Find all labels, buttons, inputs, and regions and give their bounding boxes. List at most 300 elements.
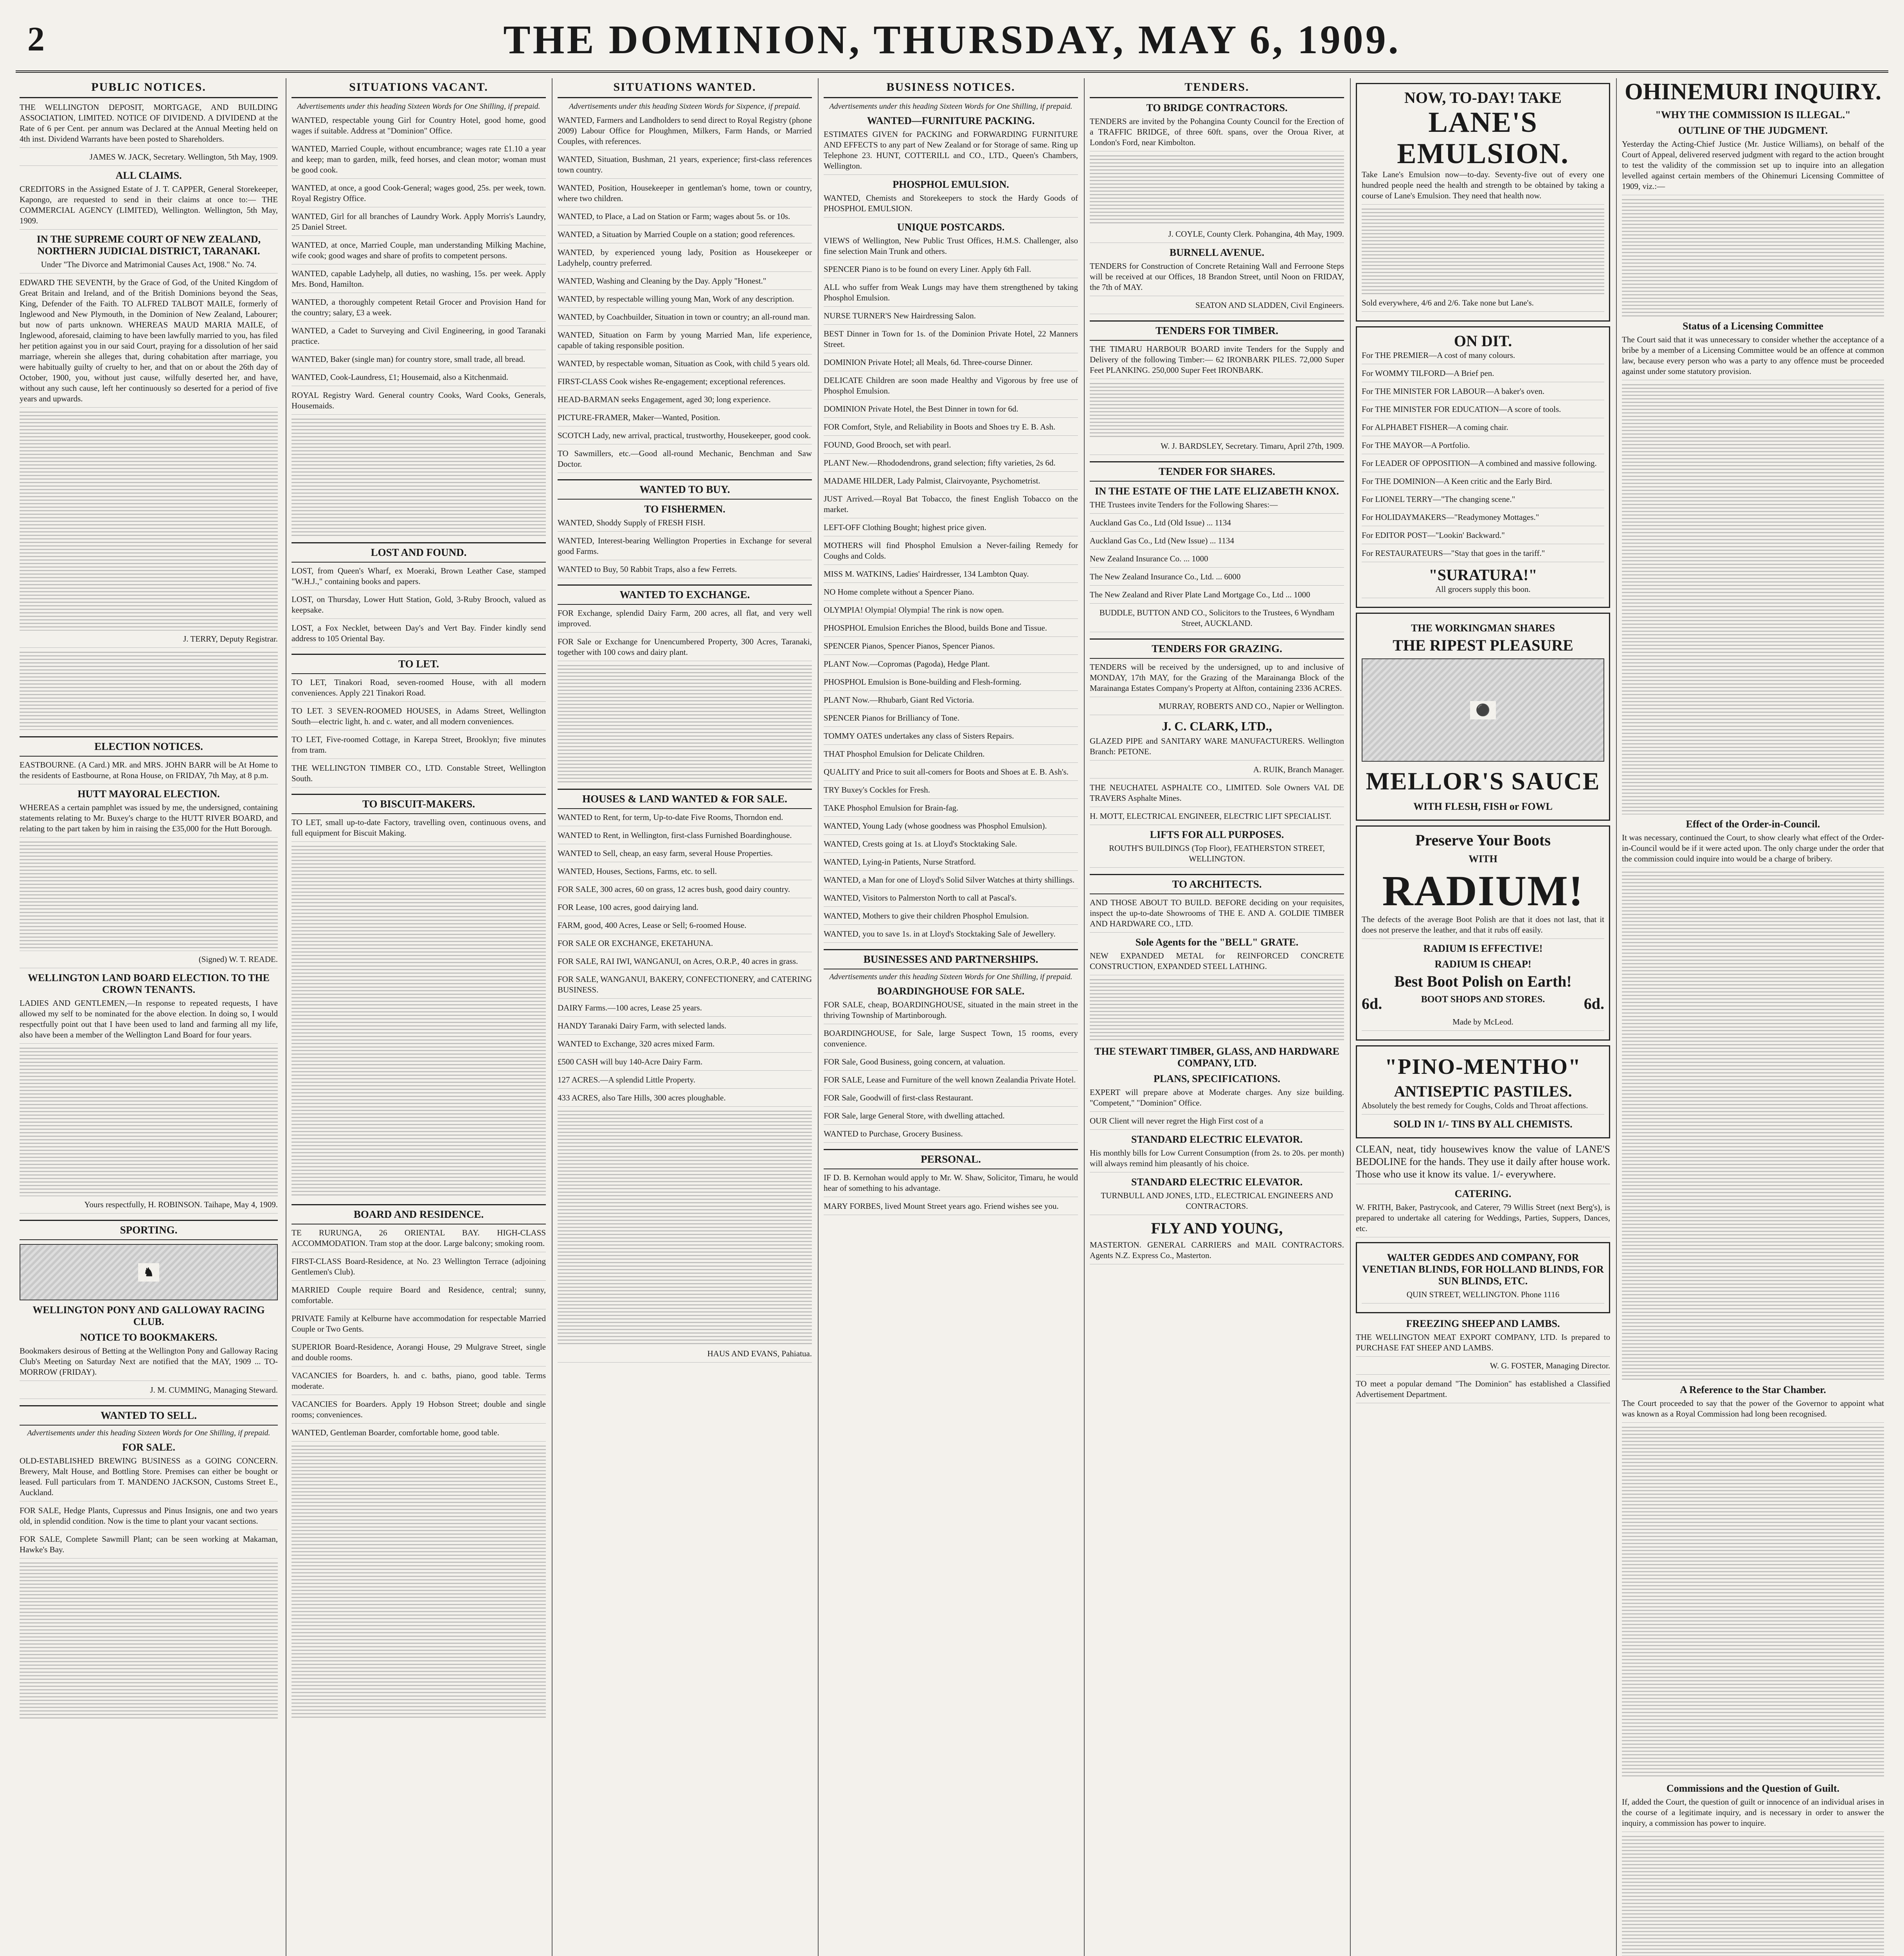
on-dit-item: For THE PREMIER—A cost of many colours.	[1362, 350, 1604, 364]
board-ad: VACANCIES for Boarders. Apply 19 Hobson Street; double and single rooms; conveniences.	[292, 1399, 546, 1424]
geddes-address: QUIN STREET, WELLINGTON. Phone 1116	[1362, 1289, 1604, 1303]
lost-ad: LOST, on Thursday, Lower Hutt Station, Gold, 3-Ruby Brooch, valued as keepsake.	[292, 594, 546, 619]
lost-ad: LOST, a Fox Necklet, between Day's and Vert Bay. Finder kindly send address to 105 Oriental Bay.	[292, 623, 546, 647]
classified-ad: WANTED, to Place, a Lad on Station or Farm; wages about 5s. or 10s.	[558, 211, 812, 225]
business-ad: DELICATE Children are soon made Healthy and Vigorous by free use of Phosphol Emulsion.	[824, 375, 1078, 400]
body-text-block	[20, 652, 278, 730]
section-heading: SITUATIONS VACANT.	[292, 78, 546, 98]
classified-notice: TO meet a popular demand "The Dominion" has established a Classified Advertisement Department.	[1356, 1379, 1610, 1403]
on-dit-item: For EDITOR POST—"Lookin' Backward."	[1362, 530, 1604, 544]
radium-cheap: RADIUM IS CHEAP!	[1434, 958, 1531, 970]
on-dit-item: For THE MINISTER FOR LABOUR—A baker's oven.	[1362, 386, 1604, 400]
elevator-heading: STANDARD ELECTRIC ELEVATOR.	[1131, 1134, 1303, 1145]
catering-ad: W. FRITH, Baker, Pastrycook, and Caterer, 79 Willis Street (next Berg's), is prepared to undertake all catering for Weddings, Parties, Suppers, Dances, etc.	[1356, 1202, 1610, 1237]
dividend-notice: THE WELLINGTON DEPOSIT, MORTGAGE, AND BUILDING ASSOCIATION, LIMITED. NOTICE OF DIVIDEND. A DIVIDEND at the Rate of 6 per Cent. per annum was Declared at the Annual Meeting held on 4th inst. Dividend Warrants have been posted to Shareholders.	[20, 102, 278, 148]
creditors-notice: CREDITORS in the Assigned Estate of J. T. CAPPER, General Storekeeper, Kapongo, are requested to send in their claims at once to:— THE COMMERCIAL AGENCY (LIMITED), Wellington. Wellington, 5th May, 1909.	[20, 184, 278, 230]
suratura-note: All grocers supply this boon.	[1362, 584, 1604, 598]
classified-ad: WANTED, Situation, Bushman, 21 years, experience; first-class references town country.	[558, 154, 812, 179]
newspaper-page	[16, 12, 1888, 1956]
radium-top: Preserve Your Boots	[1415, 831, 1551, 849]
column-ohinemuri-inquiry	[1622, 78, 1884, 1956]
boarding-heading: BOARDINGHOUSE FOR SALE.	[877, 985, 1025, 997]
classified-ad: WANTED, Farmers and Landholders to send direct to Royal Registry (phone 2009) Labour Office for Ploughmen, Milkers, Farm Hands, or Married Couples, with references.	[558, 115, 812, 150]
classified-ad: WANTED, Cook-Laundress, £1; Housemaid, also a Kitchenmaid.	[292, 372, 546, 386]
article-paragraph: The Court said that it was unnecessary to consider whether the acceptance of a bribe by a member of a Licensing Committee would be an offence at common law, because every person who was a party to any offence must be proceeded against under some statutory provision.	[1622, 334, 1884, 380]
geddes-title: WALTER GEDDES AND COMPANY, FOR VENETIAN BLINDS, FOR HOLLAND BLINDS, FOR SUN BLINDS, ETC.	[1362, 1252, 1604, 1287]
houses-ad: FOR SALE OR EXCHANGE, EKETAHUNA.	[558, 938, 812, 952]
business-ad: WANTED, Crests going at 1s. at Lloyd's Stocktaking Sale.	[824, 839, 1078, 853]
turnbull-title: TURNBULL AND JONES, LTD., ELECTRICAL ENGINEERS AND CONTRACTORS.	[1090, 1190, 1344, 1215]
sauce-bottle-illustration	[1362, 658, 1604, 762]
houses-ad: FARM, good, 400 Acres, Lease or Sell; 6-roomed House.	[558, 920, 812, 934]
architects-ad: AND THOSE ABOUT TO BUILD. BEFORE deciding on your requisites, inspect the up-to-date Showrooms of THE E. AND A. GOLDIE TIMBER AND HARDWARE CO., LTD.	[1090, 897, 1344, 933]
business-ad: PLANT New.—Rhododendrons, grand selection; fifty varieties, 2s 6d.	[824, 458, 1078, 472]
section-note: Advertisements under this heading Sixteen Words for One Shilling, if prepaid.	[829, 973, 1073, 981]
board-ad: WANTED, Gentleman Boarder, comfortable home, good table.	[292, 1427, 546, 1442]
hutt-text: WHEREAS a certain pamphlet was issued by me, the undersigned, containing statements relating to Mr. Buxey's charge to the HUTT RIVER BOARD, and relating to the part taken by him in raising the £35,000 for the Hutt Borough.	[20, 802, 278, 838]
body-text-block	[20, 1562, 278, 1719]
column-situations-vacant	[292, 78, 546, 1956]
lifts-address: ROUTH'S BUILDINGS (Top Floor), FEATHERSTON STREET, WELLINGTON.	[1090, 843, 1344, 868]
article-section-heading: A Reference to the Star Chamber.	[1680, 1384, 1826, 1395]
radium-best: Best Boot Polish on Earth!	[1394, 973, 1572, 990]
on-dit-item: For ALPHABET FISHER—A coming chair.	[1362, 422, 1604, 436]
business-ad: MADAME HILDER, Lady Palmist, Clairvoyante, Psychometrist.	[824, 476, 1078, 490]
article-headline: OHINEMURI INQUIRY.	[1625, 79, 1881, 104]
sawmill-ad: FOR SALE, Complete Sawmill Plant; can be seen working at Makaman, Hawke's Bay.	[20, 1534, 278, 1559]
land-board-heading: WELLINGTON LAND BOARD ELECTION. TO THE CROWN TENANTS.	[28, 972, 270, 995]
brewing-ad: OLD-ESTABLISHED BREWING BUSINESS as a GOING CONCERN. Brewery, Malt House, and Bottling Store. Premises can either be bought or leased. Full particulars from T. MANDENO JACKSON, Customs Street E., Auckland.	[20, 1456, 278, 1501]
boarding-ad: FOR Sale, Goodwill of first-class Restaurant.	[824, 1093, 1078, 1107]
classified-ad: WANTED, a Situation by Married Couple on a station; good references.	[558, 229, 812, 243]
personal-ad: IF D. B. Kernohan would apply to Mr. W. Shaw, Solicitor, Timaru, he would hear of something to his advantage.	[824, 1172, 1078, 1197]
classified-ad: HEAD-BARMAN seeks Engagement, aged 30; long experience.	[558, 394, 812, 408]
estate-heading: IN THE ESTATE OF THE LATE ELIZABETH KNOX.	[1095, 485, 1339, 497]
to-let-ad: TO LET. 3 SEVEN-ROOMED HOUSES, in Adams Street, Wellington South—electric light, h. and c. water, and all modern conveniences.	[292, 706, 546, 730]
bedoline-ad: CLEAN, neat, tidy housewives know the value of LANE'S BEDOLINE for the hands. They use it daily after house work. Those who use it know its value. 1/- everywhere.	[1356, 1143, 1610, 1184]
radium-headline: RADIUM!	[1382, 867, 1584, 915]
article-section-heading: Status of a Licensing Committee	[1683, 320, 1823, 332]
article-paragraph: It was necessary, continued the Court, to show clearly what effect of the Order-in-Council would be if it were acted upon. The only charge under the order that the commission could inquire into would be a charge of bribery.	[1622, 832, 1884, 868]
classified-ad: PICTURE-FRAMER, Maker—Wanted, Position.	[558, 412, 812, 426]
boarding-ad: WANTED to Purchase, Grocery Business.	[824, 1129, 1078, 1143]
board-ad: TE RURUNGA, 26 ORIENTAL BAY. HIGH-CLASS ACCOMMODATION. Tram stop at the door. Large balcony; smoking room.	[292, 1228, 546, 1252]
section-heading: TO ARCHITECTS.	[1090, 874, 1344, 894]
freezing-ad: THE WELLINGTON MEAT EXPORT COMPANY, LTD. Is prepared to PURCHASE FAT SHEEP AND LAMBS.	[1356, 1332, 1610, 1357]
article-outline: OUTLINE OF THE JUDGMENT.	[1678, 125, 1828, 136]
body-text-block	[1090, 383, 1344, 438]
classified-ad: WANTED, respectable young Girl for Country Hotel, good home, good wages if suitable. Address at "Dominion" Office.	[292, 115, 546, 140]
body-text-block	[292, 1445, 546, 1719]
elevator-text: His monthly bills for Low Current Consumption (from 2s. to 20s. per month) will always remind him pleasantly of his choice.	[1090, 1148, 1344, 1172]
houses-ad: 433 ACRES, also Tare Hills, 300 acres ploughable.	[558, 1093, 812, 1107]
houses-ad: HANDY Taranaki Dairy Farm, with selected lands.	[558, 1021, 812, 1035]
article-paragraph: The Court proceeded to say that the power of the Governor to appoint what was known as a Royal Commission had long been recognised.	[1622, 1398, 1884, 1423]
bookmakers-heading: NOTICE TO BOOKMAKERS.	[80, 1332, 218, 1343]
plans-heading: PLANS, SPECIFICATIONS.	[1154, 1073, 1280, 1084]
eastbourne-card: EASTBOURNE. (A Card.) MR. and MRS. JOHN BARR will be At Home to the residents of Eastbourne, at Rona House, on FRIDAY, 7th May, at 8 p.m.	[20, 760, 278, 784]
business-ad: MOTHERS will find Phosphol Emulsion a Never-failing Remedy for Coughs and Colds.	[824, 540, 1078, 565]
foster-signature: W. G. FOSTER, Managing Director.	[1356, 1361, 1610, 1375]
suratura-slogan: "SURATURA!"	[1429, 566, 1537, 584]
business-ad: PLANT Now.—Copromas (Pagoda), Hedge Plant.	[824, 659, 1078, 673]
classified-ad: SCOTCH Lady, new arrival, practical, trustworthy, Housekeeper, good cook.	[558, 430, 812, 444]
section-heading: PUBLIC NOTICES.	[20, 78, 278, 98]
business-ad: WANTED, a Man for one of Lloyd's Solid Silver Watches at thirty shillings.	[824, 875, 1078, 889]
business-ad: LEFT-OFF Clothing Bought; highest price given.	[824, 522, 1078, 536]
racehorse-icon: ♞	[138, 1263, 160, 1282]
radium-stores: BOOT SHOPS AND STORES.	[1421, 994, 1545, 1005]
classified-ad: WANTED, Washing and Cleaning by the Day. Apply "Honest."	[558, 276, 812, 290]
freezing-heading: FREEZING SHEEP AND LAMBS.	[1406, 1318, 1560, 1329]
boarding-ad: FOR SALE, Lease and Furniture of the well known Zealandia Private Hotel.	[824, 1075, 1078, 1089]
section-heading: BUSINESS NOTICES.	[824, 78, 1078, 98]
business-ad: WANTED, Mothers to give their children Phosphol Emulsion.	[824, 911, 1078, 925]
expanded-metal-ad: NEW EXPANDED METAL for REINFORCED CONCRETE CONSTRUCTION, EXPANDED STEEL LATHING.	[1090, 951, 1344, 975]
section-heading: BOARD AND RESIDENCE.	[292, 1204, 546, 1224]
postcards-heading: UNIQUE POSTCARDS.	[897, 221, 1005, 233]
burnell-tender: TENDERS for Construction of Concrete Retaining Wall and Ferroone Steps will be received at our Offices, 18 Brandon Street, until Noon on FRIDAY, the 7th of MAY.	[1090, 261, 1344, 296]
body-text-block	[20, 1048, 278, 1196]
personal-ad: MARY FORBES, lived Mount Street years ago. Friend wishes see you.	[824, 1201, 1078, 1215]
houses-ad: WANTED to Rent, for term, Up-to-date Five Rooms, Thorndon end.	[558, 812, 812, 826]
business-ad: DOMINION Private Hotel, the Best Dinner in town for 6d.	[824, 404, 1078, 418]
section-heading: HOUSES & LAND WANTED & FOR SALE.	[558, 789, 812, 809]
bridge-tender: TENDERS are invited by the Pohangina County Council for the Erection of a TRAFFIC BRIDGE, of three 60ft. spans, over the Oroua River, at London's Ford, near Kimbolton.	[1090, 116, 1344, 151]
to-let-ad: TO LET, Tinakori Road, seven-roomed House, with all modern conveniences. Apply 221 Tinakori Road.	[292, 677, 546, 702]
business-ad: SPENCER Piano is to be found on every Liner. Apply 6th Fall.	[824, 264, 1078, 278]
racing-club-title: WELLINGTON PONY AND GALLOWAY RACING CLUB.	[32, 1304, 265, 1327]
fishermen-ad: WANTED to Buy, 50 Rabbit Traps, also a few Ferrets.	[558, 564, 812, 578]
land-board-signature: Yours respectfully, H. ROBINSON. Taihape, May 4, 1909.	[20, 1199, 278, 1214]
asphalte-ad: THE NEUCHATEL ASPHALTE CO., LIMITED. Sole Owners VAL DE TRAVERS Asphalte Mines.	[1090, 782, 1344, 807]
lanes-price: Sold everywhere, 4/6 and 2/6. Take none but Lane's.	[1362, 298, 1604, 312]
business-ad: SPENCER Pianos, Spencer Pianos, Spencer Pianos.	[824, 641, 1078, 655]
business-ad: TOMMY OATES undertakes any class of Sisters Repairs.	[824, 731, 1078, 745]
business-ad: FOR Comfort, Style, and Reliability in Boots and Shoes try E. B. Ash.	[824, 422, 1078, 436]
on-dit-item: For THE DOMINION—A Keen critic and the Early Bird.	[1362, 476, 1604, 490]
body-text-block	[1362, 209, 1604, 295]
classified-ad: WANTED, Baker (single man) for country store, small trade, all bread.	[292, 354, 546, 368]
business-ad: NO Home complete without a Spencer Piano.	[824, 587, 1078, 601]
lanes-emulsion-ad	[1356, 83, 1610, 322]
classified-ad: WANTED, a Cadet to Surveying and Civil Engineering, in good Taranaki practice.	[292, 325, 546, 350]
grazing-tender: TENDERS will be received by the undersigned, up to and inclusive of MONDAY, 17th MAY, for the Grazing of the Marainanga Block of the Marainanga Estates Company's Property at Alfton, containing 2336 ACRES.	[1090, 662, 1344, 697]
catering-heading: CATERING.	[1454, 1188, 1512, 1199]
section-heading: SITUATIONS WANTED.	[558, 78, 812, 98]
share-row: The New Zealand Insurance Co., Ltd. ... 6000	[1090, 572, 1344, 586]
newspaper-title: THE DOMINION, THURSDAY, MAY 6, 1909.	[503, 17, 1401, 62]
furniture-ad: ESTIMATES GIVEN for PACKING and FORWARDING FURNITURE AND EFFECTS to any part of New Zealand or for Storage of same. Ring up Telephone 23. HUNT, COTTERILL and CO., LTD., Queen's Chambers, Wellington.	[824, 129, 1078, 175]
business-ad: MISS M. WATKINS, Ladies' Hairdresser, 134 Lambton Quay.	[824, 569, 1078, 583]
land-board-text: LADIES AND GENTLEMEN,—In response to repeated requests, I have allowed my self to be nominated for the above election. In doing so, I would respectfully point out that I have been used to land and farming all my life, also have been a member of the Wellington Land Board for four years.	[20, 998, 278, 1044]
business-ad: NURSE TURNER'S New Hairdressing Salon.	[824, 311, 1078, 325]
fishermen-ad: WANTED, Shoddy Supply of FRESH FISH.	[558, 518, 812, 532]
exchange-ad: FOR Sale or Exchange for Unencumbered Property, 300 Acres, Taranaki, together with 100 cows and dairy plant.	[558, 636, 812, 661]
section-heading: WANTED TO BUY.	[558, 479, 812, 500]
business-ad: TAKE Phosphol Emulsion for Brain-fag.	[824, 803, 1078, 817]
body-text-block	[558, 1111, 812, 1345]
mellors-ripest: THE RIPEST PLEASURE	[1393, 636, 1573, 654]
mellors-with: WITH FLESH, FISH or FOWL	[1413, 801, 1553, 812]
on-dit-item: For LEADER OF OPPOSITION—A combined and massive following.	[1362, 458, 1604, 472]
body-text-block	[1622, 1836, 1884, 1956]
body-text-block	[1090, 155, 1344, 226]
on-dit-item: For THE MAYOR—A Portfolio.	[1362, 440, 1604, 454]
geddes-ad	[1356, 1242, 1610, 1313]
bottle-icon: ⚫	[1470, 701, 1495, 719]
article-paragraph: If, added the Court, the question of guilt or innocence of an individual arises in the course of a legitimate inquiry, and is necessary in order to answer the inquiry, a commission has power to inquire.	[1622, 1797, 1884, 1832]
masthead	[16, 12, 1888, 73]
boarding-ad: BOARDINGHOUSE, for Sale, large Suspect Town, 15 rooms, every convenience.	[824, 1028, 1078, 1053]
share-row: New Zealand Insurance Co. ... 1000	[1090, 554, 1344, 568]
body-text-block	[1622, 384, 1884, 814]
boarding-ad: FOR Sale, large General Store, with dwelling attached.	[824, 1111, 1078, 1125]
postcards-ad: VIEWS of Wellington, New Public Trust Offices, H.M.S. Challenger, also fine selection Main Trunk and others.	[824, 236, 1078, 260]
board-ad: VACANCIES for Boarders, h. and c. baths, piano, good table. Terms moderate.	[292, 1370, 546, 1395]
clark-title: J. C. CLARK, LTD.,	[1162, 719, 1272, 733]
column-business-notices	[824, 78, 1078, 1956]
board-ad: FIRST-CLASS Board-Residence, at No. 23 Wellington Terrace (adjoining Gentlemen's Club).	[292, 1256, 546, 1281]
racehorse-illustration	[20, 1244, 278, 1300]
houses-ad: FOR SALE, RAI IWI, WANGANUI, on Acres, O.R.P., 40 acres in grass.	[558, 956, 812, 970]
business-ad: WANTED, Young Lady (whose goodness was Phosphol Emulsion).	[824, 821, 1078, 835]
business-ad: ALL who suffer from Weak Lungs may have them strengthened by taking Phosphol Emulsion.	[824, 282, 1078, 307]
for-sale-heading: FOR SALE.	[122, 1442, 175, 1453]
classified-ad: TO Sawmillers, etc.—Good all-round Mechanic, Benchman and Saw Doctor.	[558, 448, 812, 473]
section-note: Advertisements under this heading Sixteen Words for One Shilling, if prepaid.	[27, 1429, 270, 1437]
body-text-block	[292, 846, 546, 1198]
business-ad: PHOSPHOL Emulsion is Bone-building and Flesh-forming.	[824, 677, 1078, 691]
glazed-pipe-ad: GLAZED PIPE and SANITARY WARE MANUFACTURERS. Wellington Branch: PETONE.	[1090, 736, 1344, 760]
houses-ad: WANTED to Rent, in Wellington, first-class Furnished Boardinghouse.	[558, 830, 812, 844]
article-subheadline: "WHY THE COMMISSION IS ILLEGAL."	[1655, 109, 1851, 120]
lanes-text: Take Lane's Emulsion now—to-day. Seventy-five out of every one hundred people need the health and strength to be obtained by taking a course of Lane's Emulsion. They need that health now.	[1362, 169, 1604, 205]
phosphol-heading: PHOSPHOL EMULSION.	[893, 179, 1009, 190]
mellors-headline: MELLOR'S SAUCE	[1366, 767, 1600, 795]
section-heading: TO LET.	[292, 654, 546, 674]
to-let-ad: TO LET, Five-roomed Cottage, in Karepa Street, Brooklyn; five minutes from tram.	[292, 734, 546, 759]
lanes-top-line: NOW, TO-DAY! TAKE	[1404, 89, 1562, 106]
hedge-plants-ad: FOR SALE, Hedge Plants, Cupressus and Pinus Insignis, one and two years old, in splendid condition. Now is the time to plant your vacant sections.	[20, 1505, 278, 1530]
column-public-notices	[20, 78, 278, 1956]
section-heading: ELECTION NOTICES.	[20, 736, 278, 757]
burnell-signature: SEATON AND SLADDEN, Civil Engineers.	[1090, 300, 1344, 314]
shares-tender: THE Trustees invite Tenders for the Following Shares:—	[1090, 500, 1344, 514]
to-let-ad: THE WELLINGTON TIMBER CO., LTD. Constable Street, Wellington South.	[292, 763, 546, 787]
body-text-block	[1090, 979, 1344, 1042]
radium-effective: RADIUM IS EFFECTIVE!	[1423, 943, 1543, 954]
on-dit-heading: ON DIT.	[1454, 332, 1512, 350]
column-situations-wanted	[558, 78, 812, 1956]
radium-polish-ad	[1356, 825, 1610, 1041]
fly-young-ad: MASTERTON. GENERAL CARRIERS and MAIL CONTRACTORS. Agents N.Z. Express Co., Masterton.	[1090, 1240, 1344, 1264]
lifts-heading: LIFTS FOR ALL PURPOSES.	[1150, 829, 1284, 840]
section-heading: SPORTING.	[20, 1220, 278, 1240]
board-ad: MARRIED Couple require Board and Residence, central; sunny, comfortable.	[292, 1285, 546, 1309]
hutt-heading: HUTT MAYORAL ELECTION.	[77, 788, 220, 800]
section-heading: WANTED TO SELL.	[20, 1405, 278, 1426]
lanes-headline: LANE'S EMULSION.	[1397, 106, 1569, 170]
business-ad: SPENCER Pianos for Brilliancy of Tone.	[824, 713, 1078, 727]
phosphol-ad: WANTED, Chemists and Storekeepers to stock the Hardy Goods of PHOSPHOL EMULSION.	[824, 193, 1078, 218]
section-heading: TENDERS FOR TIMBER.	[1090, 320, 1344, 341]
section-heading: PERSONAL.	[824, 1149, 1078, 1169]
fly-young-title: FLY AND YOUNG,	[1151, 1219, 1283, 1237]
radium-with: WITH	[1468, 853, 1497, 865]
houses-ad: FOR SALE, WANGANUI, BAKERY, CONFECTIONERY, and CATERING BUSINESS.	[558, 974, 812, 999]
article-intro: Yesterday the Acting-Chief Justice (Mr. Justice Williams), on behalf of the Court of Appeal, delivered reserved judgment with regard to the action brought to test the validity of the commission set up to inquire into an allegation levelled against certain members of the Ohinemuri Licensing Committee of 1909, viz.:—	[1622, 139, 1884, 195]
column-display-ads	[1356, 78, 1610, 1956]
section-note: Advertisements under this heading Sixteen Words for Sixpence, if prepaid.	[569, 102, 801, 111]
radium-price-right: 6d.	[1584, 995, 1604, 1012]
pino-headline: "PINO-MENTHO"	[1385, 1055, 1581, 1079]
share-row: Auckland Gas Co., Ltd (Old Issue) ... 1134	[1090, 518, 1344, 532]
branch-manager: A. RUIK, Branch Manager.	[1090, 764, 1344, 778]
business-ad: JUST Arrived.—Royal Bat Tobacco, the finest English Tobacco on the market.	[824, 494, 1078, 518]
houses-ad: WANTED, Houses, Sections, Farms, etc. to sell.	[558, 866, 812, 880]
biscuit-ad: TO LET, small up-to-date Factory, travelling oven, continuous ovens, and full equipment for Biscuit Making.	[292, 817, 546, 842]
on-dit-item: For WOMMY TILFORD—A Brief pen.	[1362, 368, 1604, 382]
claims-heading: ALL CLAIMS.	[115, 170, 182, 181]
column-tenders	[1090, 78, 1344, 1956]
section-heading: WANTED TO EXCHANGE.	[558, 584, 812, 605]
classified-ad: WANTED, Situation on Farm by young Married Man, life experience, capable of taking responsible position.	[558, 330, 812, 354]
mellors-top: THE WORKINGMAN SHARES	[1411, 622, 1555, 634]
elevator-intro: OUR Client will never regret the High First cost of a	[1090, 1116, 1344, 1130]
pino-sold: SOLD IN 1/- TINS BY ALL CHEMISTS.	[1393, 1118, 1573, 1130]
hutt-signature: (Signed) W. T. READE.	[20, 954, 278, 968]
classified-ad: ROYAL Registry Ward. General country Cooks, Ward Cooks, Generals, Housemaids.	[292, 390, 546, 415]
burnell-heading: BURNELL AVENUE.	[1169, 247, 1265, 258]
fishermen-heading: TO FISHERMEN.	[644, 503, 725, 515]
pino-side: Absolutely the best remedy for Coughs, Colds and Throat affections.	[1362, 1100, 1604, 1115]
summons-text: EDWARD THE SEVENTH, by the Grace of God, of the United Kingdom of Great Britain and Ireland, and of the British Dominions beyond the Seas, King, Defender of the Faith. TO ALFRED TALBOT MAILE, formerly of Inglewood and New Plymouth, in the Dominion of New Zealand, Labourer; but now of parts unknown. WHEREAS MAUD MARIA MAILE, of Inglewood, aforesaid, claiming to have been lawfully married to you, has filed her petition against you in our said Court, praying for a dissolution of her said marriage, wherein she alleges that, during cohabitation after marriage, you were habitually guilty of cruelty to her, and that on or about the 26th day of October, 1900, you, without just cause, wilfully deserted her, and have, without any such cause, left her continuously so deserted for a period of five years and upwards.	[20, 277, 278, 408]
business-ad: QUALITY and Price to suit all-comers for Boots and Shoes at E. B. Ash's.	[824, 767, 1078, 781]
bridge-signature: J. COYLE, County Clerk. Pohangina, 4th May, 1909.	[1090, 229, 1344, 243]
article-section-heading: Commissions and the Question of Guilt.	[1666, 1783, 1840, 1794]
section-heading: TENDERS.	[1090, 78, 1344, 98]
radium-maker: Made by McLeod.	[1362, 1017, 1604, 1031]
stewart-title: THE STEWART TIMBER, GLASS, AND HARDWARE COMPANY, LTD.	[1094, 1046, 1339, 1069]
houses-ad: FOR Lease, 100 acres, good dairying land.	[558, 902, 812, 916]
bridge-heading: TO BRIDGE CONTRACTORS.	[1146, 102, 1288, 113]
houses-ad: 127 ACRES.—A splendid Little Property.	[558, 1075, 812, 1089]
bookmakers-signature: J. M. CUMMING, Managing Steward.	[20, 1385, 278, 1399]
business-ad: PLANT Now.—Rhubarb, Giant Red Victoria.	[824, 695, 1078, 709]
article-section-heading: Effect of the Order-in-Council.	[1686, 818, 1820, 830]
elevator-heading-2: STANDARD ELECTRIC ELEVATOR.	[1131, 1176, 1303, 1188]
radium-price-left: 6d.	[1362, 995, 1382, 1012]
share-row: The New Zealand and River Plate Land Mortgage Co., Ltd ... 1000	[1090, 590, 1344, 604]
section-heading: TENDER FOR SHARES.	[1090, 461, 1344, 482]
share-row: Auckland Gas Co., Ltd (New Issue) ... 1134	[1090, 536, 1344, 550]
classified-ad: FIRST-CLASS Cook wishes Re-engagement; exceptional references.	[558, 376, 812, 390]
on-dit-ad	[1356, 326, 1610, 608]
board-ad: PRIVATE Family at Kelburne have accommodation for respectable Married Couple or Two Gents.	[292, 1313, 546, 1338]
electrical-engineer-ad: H. MOTT, ELECTRICAL ENGINEER, ELECTRIC LIFT SPECIALIST.	[1090, 811, 1344, 825]
body-text-block	[1622, 1427, 1884, 1779]
houses-ad: WANTED to Exchange, 320 acres mixed Farm.	[558, 1039, 812, 1053]
business-ad: WANTED, you to save 1s. in at Lloyd's Stocktaking Sale of Jewellery.	[824, 929, 1078, 943]
classified-ad: WANTED, by Coachbuilder, Situation in town or country; an all-round man.	[558, 312, 812, 326]
bookmakers-text: Bookmakers desirous of Betting at the Wellington Pony and Galloway Racing Club's Meeting on Saturday Next are notified that the MAY, 1909 ... TO-MORROW (FRIDAY).	[20, 1346, 278, 1381]
houses-ad: WANTED to Sell, cheap, an easy farm, several House Properties.	[558, 848, 812, 862]
classified-ad: WANTED, Position, Housekeeper in gentleman's home, town or country, where two children.	[558, 183, 812, 207]
business-ad: WANTED, Visitors to Palmerston North to call at Pascal's.	[824, 893, 1078, 907]
section-note: Advertisements under this heading Sixteen Words for One Shilling, if prepaid.	[297, 102, 540, 111]
classified-ad: WANTED, Married Couple, without encumbrance; wages rate £1.10 a year and keep; man to garden, milk, feed horses, and clean motor; woman must be good cook.	[292, 144, 546, 179]
exchange-ad: FOR Exchange, splendid Dairy Farm, 200 acres, all flat, and very well improved.	[558, 608, 812, 633]
houses-ad: FOR SALE, 300 acres, 60 on grass, 12 acres bush, good dairy country.	[558, 884, 812, 898]
body-text-block	[20, 841, 278, 951]
classified-ad: WANTED, a thoroughly competent Retail Grocer and Provision Hand for the country; salary, £3 a week.	[292, 297, 546, 322]
fishermen-ad: WANTED, Interest-bearing Wellington Properties in Exchange for several good Farms.	[558, 536, 812, 560]
body-text-block	[292, 419, 546, 536]
business-ad: TRY Buxey's Cockles for Fresh.	[824, 785, 1078, 799]
on-dit-item: For THE MINISTER FOR EDUCATION—A score of tools.	[1362, 404, 1604, 418]
trustees-solicitors: BUDDLE, BUTTON AND CO., Solicitors to the Trustees, 6 Wyndham Street, AUCKLAND.	[1090, 608, 1344, 632]
classified-ad: WANTED, at once, a good Cook-General; wages good, 25s. per week, town. Royal Registry Office.	[292, 183, 546, 207]
radium-price-row	[1362, 994, 1604, 1013]
classified-ad: WANTED, by respectable woman, Situation as Cook, with child 5 years old.	[558, 358, 812, 372]
business-ad: FOUND, Good Brooch, set with pearl.	[824, 440, 1078, 454]
on-dit-item: For RESTAURATEURS—"Stay that goes in the tariff."	[1362, 548, 1604, 562]
business-ad: DOMINION Private Hotel; all Meals, 6d. Three-course Dinner.	[824, 357, 1078, 371]
pino-mentho-ad	[1356, 1045, 1610, 1138]
body-text-block	[1622, 199, 1884, 316]
houses-ad: DAIRY Farms.—100 acres, Lease 25 years.	[558, 1003, 812, 1017]
supreme-court-heading: IN THE SUPREME COURT OF NEW ZEALAND, NORTHERN JUDICIAL DISTRICT, TARANAKI.	[36, 234, 261, 257]
timber-tender: THE TIMARU HARBOUR BOARD invite Tenders for the Supply and Delivery of the following Timber:— 62 IRONBARK PILES. 72,000 Super Feet PLANKING. 250,000 Super Feet IRONBARK.	[1090, 344, 1344, 379]
pino-sub: ANTISEPTIC PASTILES.	[1394, 1082, 1572, 1100]
classified-ad: WANTED, by experienced young lady, Position as Housekeeper or Ladyhelp, country preferred.	[558, 247, 812, 272]
body-text-block	[558, 665, 812, 782]
business-ad: THAT Phosphol Emulsion for Delicate Children.	[824, 749, 1078, 763]
body-text-block	[20, 412, 278, 631]
timber-signature: W. J. BARDSLEY, Secretary. Timaru, April 27th, 1909.	[1090, 441, 1344, 455]
grazing-signature: MURRAY, ROBERTS AND CO., Napier or Wellington.	[1090, 701, 1344, 715]
bell-grate: Sole Agents for the "BELL" GRATE.	[1135, 937, 1299, 948]
on-dit-item: For LIONEL TERRY—"The changing scene."	[1362, 494, 1604, 508]
lost-ad: LOST, from Queen's Wharf, ex Moeraki, Brown Leather Case, stamped "W.H.J.," containing books and papers.	[292, 566, 546, 590]
classified-ad: WANTED, by respectable willing young Man, Work of any description.	[558, 294, 812, 308]
radium-text: The defects of the average Boot Polish are that it does not last, that it does not preserve the leather, and that it rubs off easily.	[1362, 914, 1604, 939]
business-ad: WANTED, Lying-in Patients, Nurse Stratford.	[824, 857, 1078, 871]
dividend-signature: JAMES W. JACK, Secretary. Wellington, 5th May, 1909.	[20, 152, 278, 166]
business-ad: OLYMPIA! Olympia! Olympia! The rink is now open.	[824, 605, 1078, 619]
page-number: 2	[27, 20, 45, 58]
business-ad: BEST Dinner in Town for 1s. of the Dominion Private Hotel, 22 Manners Street.	[824, 329, 1078, 353]
mellors-sauce-ad	[1356, 613, 1610, 821]
section-heading: TO BISCUIT-MAKERS.	[292, 794, 546, 814]
agent-signature: HAUS AND EVANS, Pahiatua.	[558, 1348, 812, 1363]
classified-ad: WANTED, capable Ladyhelp, all duties, no washing, 15s. per week. Apply Mrs. Bond, Hamilton.	[292, 268, 546, 293]
section-heading: TENDERS FOR GRAZING.	[1090, 638, 1344, 659]
section-heading: BUSINESSES AND PARTNERSHIPS.	[824, 949, 1078, 969]
section-heading: LOST AND FOUND.	[292, 542, 546, 563]
plans-ad: EXPERT will prepare above at Moderate charges. Any size building. "Competent," "Dominion" Office.	[1090, 1087, 1344, 1112]
section-note: Advertisements under this heading Sixteen Words for One Shilling, if prepaid.	[829, 102, 1073, 111]
furniture-heading: WANTED—FURNITURE PACKING.	[867, 115, 1035, 126]
classified-ad: WANTED, at once, Married Couple, man understanding Milking Machine, wife cook; good wages and share of profits to competent persons.	[292, 240, 546, 264]
board-ad: SUPERIOR Board-Residence, Aorangi House, 29 Mulgrave Street, single and double rooms.	[292, 1342, 546, 1366]
on-dit-item: For HOLIDAYMAKERS—"Readymoney Mottages."	[1362, 512, 1604, 526]
registrar-signature: J. TERRY, Deputy Registrar.	[20, 634, 278, 648]
body-text-block	[1622, 872, 1884, 1380]
boarding-ad: FOR Sale, Good Business, going concern, at valuation.	[824, 1057, 1078, 1071]
columns	[16, 78, 1888, 1956]
